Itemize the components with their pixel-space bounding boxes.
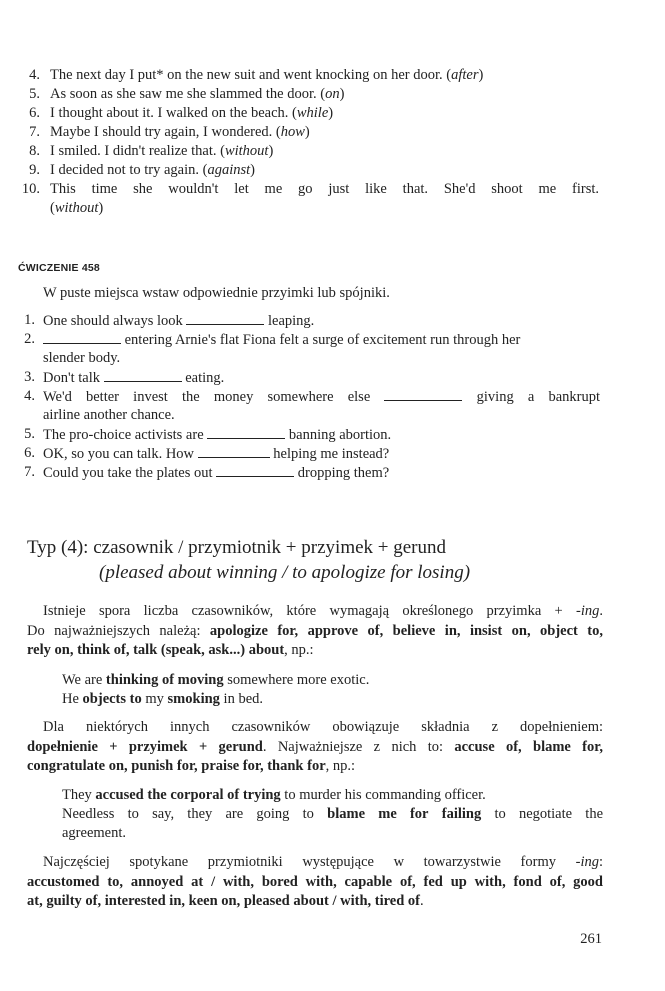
exercise-item-number: 5. xyxy=(24,426,35,442)
exercise-item-number: 3. xyxy=(24,369,35,385)
exercise-item-text-after: leaping. xyxy=(268,313,315,329)
exercise-item-number: 7. xyxy=(24,464,35,480)
list-item-number: 4. xyxy=(29,67,40,83)
paragraph-punct: : xyxy=(598,854,603,870)
bold-term: dopełnienie + przyimek + gerund xyxy=(27,739,263,755)
example-text: Needless to say, they are going to xyxy=(62,806,328,822)
paragraph-line xyxy=(27,738,603,757)
list-item-hint: how xyxy=(280,124,305,140)
answer-blank[interactable] xyxy=(104,368,182,382)
paragraph-line xyxy=(27,622,603,641)
list-item-hint: against xyxy=(207,162,251,178)
example-text: somewhere more exotic. xyxy=(223,672,370,688)
exercise-item-text-after: helping me instead? xyxy=(273,446,390,462)
list-item-text: I thought about it. I walked on the beach. ( xyxy=(50,105,297,121)
answer-blank[interactable] xyxy=(43,330,121,344)
list-item-close: ) xyxy=(268,143,274,159)
list-item-hint: without xyxy=(224,143,269,159)
list-item-open: ( xyxy=(50,200,55,216)
list-item-close: ) xyxy=(304,124,310,140)
list-item-number: 10. xyxy=(21,181,40,197)
exercise-item-text-after: giving a bankrupt xyxy=(476,389,601,405)
paragraph-line xyxy=(27,757,355,776)
paragraph-text: , np.: xyxy=(284,642,314,658)
exercise-item-number: 2. xyxy=(24,331,35,347)
example-bold: blame me for xyxy=(327,806,429,822)
list-item-text: I smiled. I didn't realize that. ( xyxy=(50,143,225,159)
list-item-text: The next day I put* on the new suit and went knocking on her door. ( xyxy=(50,67,452,83)
exercise-item-text: One should always look xyxy=(43,313,183,329)
example-text: We are xyxy=(62,672,106,688)
example-continuation: agreement. xyxy=(62,825,127,841)
exercise-title: ĆWICZENIE 458 xyxy=(18,262,100,274)
bold-term-list: accustomed to, annoyed at / with, bored with, capable of, fed up with, fond of, good xyxy=(27,874,603,890)
page-number: 261 xyxy=(580,931,602,947)
section-heading: Typ (4): czasownik / przymiotnik + przyimek + gerund xyxy=(27,537,447,558)
exercise-item-text: The pro-choice activists are xyxy=(43,427,204,443)
paragraph-line xyxy=(27,853,603,872)
list-item-hint: without xyxy=(54,200,99,216)
example-sentence xyxy=(62,786,486,805)
list-item-close: ) xyxy=(250,162,255,178)
answer-blank[interactable] xyxy=(186,311,264,325)
paragraph-term: -ing xyxy=(576,603,600,619)
list-item-number: 5. xyxy=(29,86,40,102)
list-item-number: 6. xyxy=(29,105,40,121)
example-bold: accused the corporal of xyxy=(95,787,240,803)
list-item-hint: after xyxy=(451,67,479,83)
example-bold: thinking of moving xyxy=(105,672,224,688)
list-item-text: As soon as she saw me she slammed the door. ( xyxy=(50,86,326,102)
exercise-instruction: W puste miejsca wstaw odpowiednie przyimki lub spójniki. xyxy=(43,285,390,301)
section-subheading: (pleased about winning / to apologize for losing) xyxy=(99,562,471,583)
example-text: to murder his commanding officer. xyxy=(280,787,486,803)
list-item-number: 8. xyxy=(29,143,40,159)
list-item-number: 7. xyxy=(29,124,40,140)
answer-blank[interactable] xyxy=(384,387,462,401)
list-item-close: ) xyxy=(339,86,345,102)
example-bold: objects to xyxy=(82,691,142,707)
bold-term-list: rely on, think of, talk (speak, ask...) about xyxy=(27,642,285,658)
paragraph-text: . Najważniejsze z nich to: xyxy=(262,739,455,755)
answer-blank[interactable] xyxy=(198,444,270,458)
exercise-item-text: Don't talk xyxy=(43,370,100,386)
exercise-item-continuation: airline another chance. xyxy=(43,407,175,423)
paragraph-text: Istnieje spora liczba czasowników, które wymagają określonego przyimka + xyxy=(43,603,577,619)
paragraph-punct: . xyxy=(599,603,603,619)
exercise-item-number: 6. xyxy=(24,445,35,461)
answer-blank[interactable] xyxy=(216,463,294,477)
example-text xyxy=(429,806,442,822)
example-sentence xyxy=(62,690,263,709)
list-item-hint: while xyxy=(296,105,329,121)
exercise-item-text-after: banning abortion. xyxy=(288,427,392,443)
list-item-text: I decided not to try again. ( xyxy=(50,162,208,178)
paragraph-punct: . xyxy=(420,893,424,909)
paragraph-line xyxy=(27,641,314,660)
example-text: He xyxy=(62,691,83,707)
exercise-item-text-after: eating. xyxy=(185,370,225,386)
answer-blank[interactable] xyxy=(207,425,285,439)
exercise-item-continuation: slender body. xyxy=(43,350,121,366)
list-item-text: Maybe I should try again, I wondered. ( xyxy=(50,124,281,140)
example-bold: smoking xyxy=(167,691,220,707)
list-item-text: This time she wouldn't let me go just like that. She'd shoot me first. xyxy=(50,181,599,197)
list-item-hint: on xyxy=(325,86,340,102)
paragraph-text: Najczęściej spotykane przymiotniki występujące w towarzystwie formy xyxy=(43,854,576,870)
list-item-number: 9. xyxy=(29,162,40,178)
bold-term-list: apologize for, approve of, believe in, insist on, object to, xyxy=(209,623,603,639)
exercise-item-number: 1. xyxy=(24,312,35,328)
paragraph-line xyxy=(27,602,603,621)
bold-term-list: accuse of, blame for, xyxy=(454,739,603,755)
bold-term-list: congratulate on, punish for, praise for, thank for xyxy=(27,758,326,774)
example-text: in bed. xyxy=(219,691,264,707)
paragraph-line xyxy=(27,892,424,911)
bold-term-list: at, guilty of, interested in, keen on, pleased about / with, tired of xyxy=(27,893,420,909)
list-item-close: ) xyxy=(478,67,484,83)
exercise-item-text: OK, so you can talk. How xyxy=(43,446,195,462)
example-text: to negotiate the xyxy=(481,806,604,822)
example-text: They xyxy=(62,787,96,803)
paragraph-text: , np.: xyxy=(325,758,356,774)
example-bold: failing xyxy=(441,806,482,822)
exercise-item-text-after: entering Arnie's flat Fiona felt a surge of excitement run through her xyxy=(124,332,521,348)
paragraph-text: Do najważniejszych należą: xyxy=(27,623,210,639)
example-bold: trying xyxy=(242,787,281,803)
example-sentence xyxy=(62,805,603,824)
exercise-item-text: Could you take the plates out xyxy=(43,465,213,481)
exercise-item-text-after: dropping them? xyxy=(297,465,390,481)
list-item-close: ) xyxy=(98,200,104,216)
exercise-item-number: 4. xyxy=(24,388,35,404)
example-text: my xyxy=(141,691,168,707)
list-item-close: ) xyxy=(328,105,334,121)
paragraph-term: -ing xyxy=(575,854,599,870)
exercise-item-text: We'd better invest the money somewhere else xyxy=(43,389,371,405)
paragraph-line: Dla niektórych innych czasowników obowiązuje składnia z dopełnieniem: xyxy=(43,719,603,735)
example-sentence xyxy=(62,671,369,690)
